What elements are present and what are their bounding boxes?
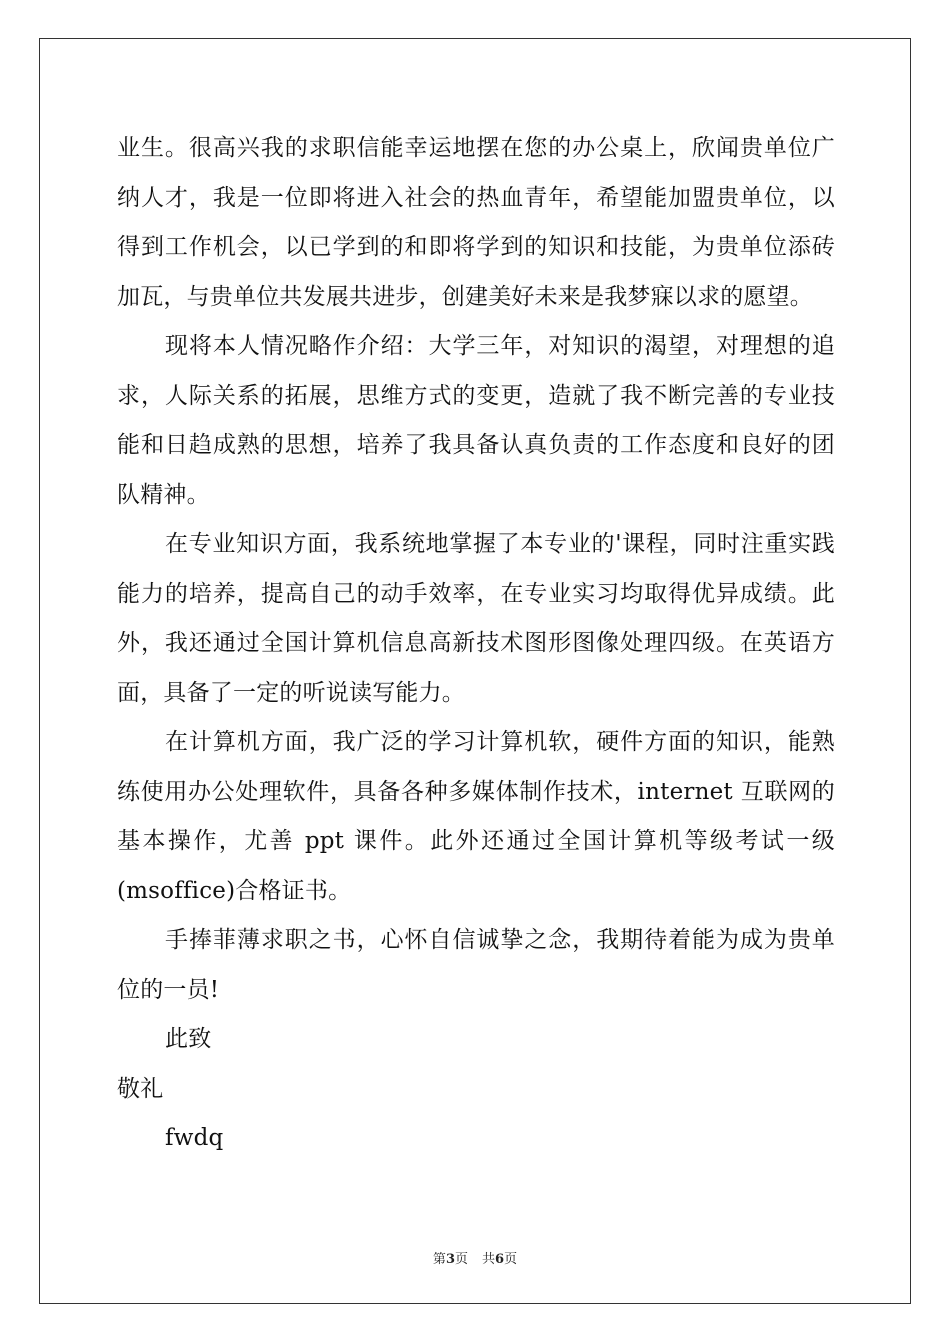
- paragraph-1: 业生。很高兴我的求职信能幸运地摆在您的办公桌上，欣闻贵单位广纳人才，我是一位即将进入社会的热血青年，希望能加盟贵单位，以得到工作机会，以已学到的和即将学到的知识和技能，为贵单位添砖加瓦，与贵单位共发展共进步，创建美好未来是我梦寐以求的愿望。: [117, 135, 835, 310]
- paragraph-2: 现将本人情况略作介绍：大学三年，对知识的渴望，对理想的追求，人际关系的拓展，思维方式的变更，造就了我不断完善的专业技能和日趋成熟的思想，培养了我具备认真负责的工作态度和良好的团队精神。: [117, 333, 835, 508]
- paragraph-5: 手捧菲薄求职之书，心怀自信诚挚之念，我期待着能为成为贵单位的一员!: [117, 927, 835, 1003]
- total-prefix: 共: [482, 1252, 496, 1267]
- letter-body: [117, 124, 835, 1164]
- closing-greeting: 此致: [165, 1026, 212, 1052]
- page-current: 3: [445, 1252, 455, 1267]
- closing-salute: 敬礼: [117, 1075, 164, 1102]
- page-prefix: 第: [432, 1252, 446, 1267]
- signature: fwdq: [165, 1125, 224, 1151]
- paragraph-3: 在专业知识方面，我系统地掌握了本专业的'课程，同时注重实践能力的培养，提高自己的动手效率，在专业实习均取得优异成绩。此外，我还通过全国计算机信息高新技术图形图像处理四级。在英语方面，具备了一定的听说读写能力。: [117, 531, 835, 706]
- paragraph-4: 在计算机方面，我广泛的学习计算机软，硬件方面的知识，能熟练使用办公处理软件，具备各种多媒体制作技术，internet 互联网的基本操作，尤善 ppt 课件。此外还通过全国计算机等级考试一级(msoffice)合格证书。: [117, 729, 835, 904]
- page-footer: [0, 1248, 950, 1267]
- page-total: 6: [495, 1252, 505, 1267]
- total-suffix: 页: [504, 1252, 518, 1267]
- page-suffix: 页: [454, 1252, 468, 1267]
